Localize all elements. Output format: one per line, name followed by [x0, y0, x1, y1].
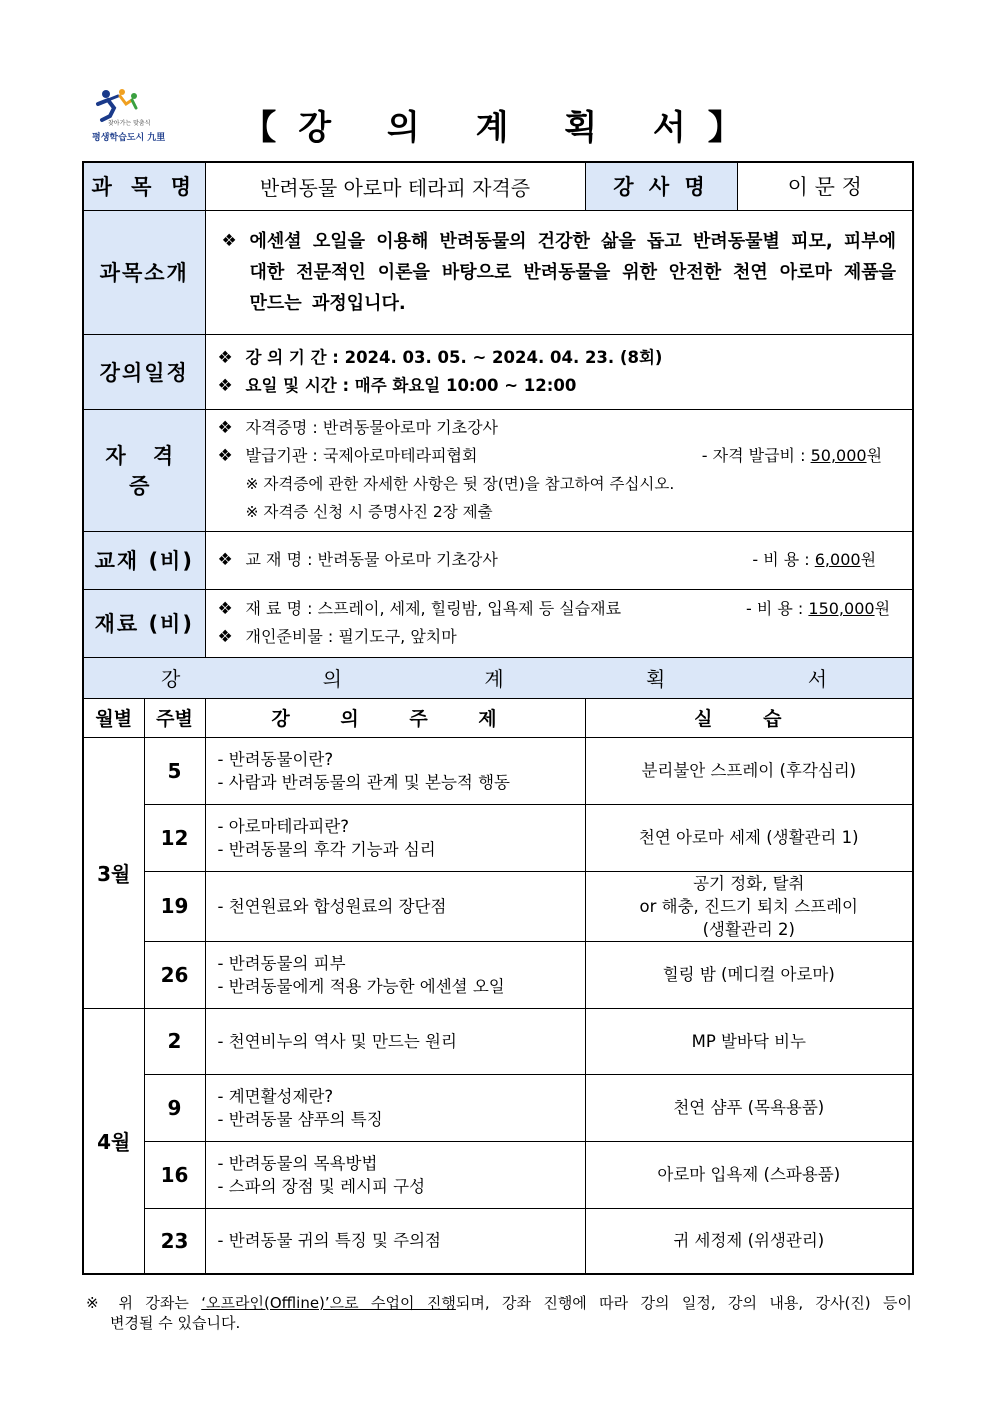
- schedule-period: 강 의 기 간 : 2024. 03. 05. ~ 2024. 04. 23. (8회): [245, 347, 663, 367]
- logo-name: 평생학습도시 九里: [92, 133, 166, 143]
- week-topic: - 계면활성제란? - 반려동물 샴푸의 특징: [205, 1074, 585, 1141]
- document-title: 【강 의 계 획 서】: [242, 108, 764, 148]
- schedule-cell: [205, 334, 913, 409]
- textbook-name: 교 재 명 : 반려동물 아로마 기초강사: [245, 550, 498, 569]
- materials-label: 재료 (비): [83, 589, 205, 657]
- certificate-row: [83, 409, 913, 531]
- textbook-cost-amount: 6,000: [814, 550, 861, 569]
- month-label: 4월: [83, 1008, 144, 1274]
- week-practice: 아로마 입욕제 (스파용품): [585, 1141, 913, 1208]
- diamond-bullet-icon: ❖: [217, 627, 233, 647]
- plan-column-header-row: [83, 698, 913, 737]
- certificate-cell: [205, 409, 913, 531]
- intro-row: [83, 210, 913, 334]
- textbook-cell: [205, 531, 913, 589]
- materials-cost-amount: 150,000: [808, 599, 875, 618]
- diamond-bullet-icon: ❖: [217, 446, 233, 466]
- week-practice: 공기 정화, 탈취 or 해충, 진드기 퇴치 스프레이 (생활관리 2): [585, 871, 913, 941]
- week-number: 26: [144, 941, 205, 1008]
- month-label: 3월: [83, 737, 144, 1008]
- week-topic: - 반려동물의 목욕방법 - 스파의 장점 및 레시피 구성: [205, 1141, 585, 1208]
- instructor-label: 강 사 명: [585, 162, 737, 210]
- plan-section-header: 강 의 계 획 서: [83, 657, 913, 698]
- diamond-bullet-icon: ❖: [217, 550, 233, 570]
- footnote: ※ 위 강좌는 ‘오프라인(Offline)’으로 수업이 진행되며, 강좌 진행에 따라 강의 일정, 강의 내용, 강사(진) 등이 변경될 수 있습니다.: [86, 1294, 912, 1332]
- week-practice: 천연 샴푸 (목욕용품): [585, 1074, 913, 1141]
- table-row: [83, 737, 913, 804]
- week-number: 12: [144, 804, 205, 871]
- materials-row: [83, 589, 913, 657]
- table-row: [83, 1141, 913, 1208]
- subject-row: [83, 162, 913, 210]
- materials-name: 재 료 명 : 스프레이, 세제, 힐링밤, 입욕제 등 실습재료: [245, 599, 622, 618]
- plan-section-row: [83, 657, 913, 698]
- certificate-fee-amount: 50,000: [810, 446, 867, 465]
- schedule-time: 요일 및 시간 : 매주 화요일 10:00 ~ 12:00: [245, 375, 577, 395]
- diamond-bullet-icon: ❖: [217, 599, 233, 619]
- certificate-name: 자격증명 : 반려동물아로마 기초강사: [245, 418, 499, 437]
- instructor-value: 이 문 정: [737, 162, 913, 210]
- table-row: [83, 1208, 913, 1274]
- certificate-issuer: 발급기관 : 국제아로마테라피협회: [245, 446, 478, 465]
- schedule-row: [83, 334, 913, 409]
- course-plan-table: [82, 161, 914, 1275]
- week-number: 2: [144, 1008, 205, 1074]
- materials-cost: - 비 용 : 150,000원: [745, 599, 891, 618]
- week-topic: - 반려동물이란? - 사람과 반려동물의 관계 및 본능적 행동: [205, 737, 585, 804]
- footnote-line-2: 변경될 수 있습니다.: [110, 1314, 241, 1332]
- col-topic-header: 강 의 주 제: [205, 698, 585, 737]
- footnote-underlined: ‘오프라인(Offline)’으로 수업이 진행: [201, 1294, 456, 1312]
- diamond-bullet-icon: ❖: [217, 347, 233, 368]
- materials-personal: 개인준비물 : 필기도구, 앞치마: [245, 627, 457, 646]
- table-row: [83, 941, 913, 1008]
- textbook-row: [83, 531, 913, 589]
- certificate-note-2: ※ 자격증 신청 시 증명사진 2장 제출: [245, 503, 493, 521]
- week-topic: - 아로마테라피란? - 반려동물의 후각 기능과 심리: [205, 804, 585, 871]
- week-topic: - 천연비누의 역사 및 만드는 원리: [205, 1008, 585, 1074]
- week-topic: - 반려동물의 피부 - 반려동물에게 적용 가능한 에센셜 오일: [205, 941, 585, 1008]
- textbook-cost: - 비 용 : 6,000원: [752, 550, 877, 569]
- certificate-note-1: ※ 자격증에 관한 자세한 사항은 뒷 장(면)을 참고하여 주십시오.: [245, 475, 675, 493]
- week-practice: MP 발바닥 비누: [585, 1008, 913, 1074]
- subject-label: 과 목 명: [83, 162, 205, 210]
- textbook-label: 교재 (비): [83, 531, 205, 589]
- col-month-header: 월별: [83, 698, 144, 737]
- week-number: 5: [144, 737, 205, 804]
- table-row: [83, 1074, 913, 1141]
- week-practice: 분리불안 스프레이 (후각심리): [585, 737, 913, 804]
- certificate-fee: - 자격 발급비 : 50,000원: [701, 446, 883, 465]
- table-row: [83, 1008, 913, 1074]
- week-number: 19: [144, 871, 205, 941]
- week-number: 23: [144, 1208, 205, 1274]
- logo-tagline: 찾아가는 맞춤식: [108, 120, 151, 127]
- subject-value: 반려동물 아로마 테라피 자격증: [205, 162, 585, 210]
- week-practice: 힐링 밤 (메디컬 아로마): [585, 941, 913, 1008]
- schedule-label: 강의일정: [83, 334, 205, 409]
- footnote-mark: ※: [86, 1294, 107, 1312]
- diamond-bullet-icon: ❖: [217, 418, 233, 438]
- materials-cell: [205, 589, 913, 657]
- week-number: 9: [144, 1074, 205, 1141]
- intro-text: 에센셜 오일을 이용해 반려동물의 건강한 삶을 돕고 반려동물별 피모, 피부에 대한 전문적인 이론을 바탕으로 반려동물을 위한 안전한 천연 아로마 제품을 만드는 과정입니다.: [249, 230, 897, 314]
- diamond-bullet-icon: ❖: [217, 375, 233, 396]
- col-week-header: 주별: [144, 698, 205, 737]
- week-practice: 귀 세정제 (위생관리): [585, 1208, 913, 1274]
- col-practice-header: 실 습: [585, 698, 913, 737]
- intro-cell: [205, 210, 913, 334]
- intro-label: 과목소개: [83, 210, 205, 334]
- table-row: [83, 804, 913, 871]
- week-topic: - 천연원료와 합성원료의 장단점: [205, 871, 585, 941]
- table-row: [83, 871, 913, 941]
- certificate-label: 자 격 증: [83, 409, 205, 531]
- diamond-bullet-icon: ❖: [221, 230, 237, 251]
- week-topic: - 반려동물 귀의 특징 및 주의점: [205, 1208, 585, 1274]
- week-practice: 천연 아로마 세제 (생활관리 1): [585, 804, 913, 871]
- week-number: 16: [144, 1141, 205, 1208]
